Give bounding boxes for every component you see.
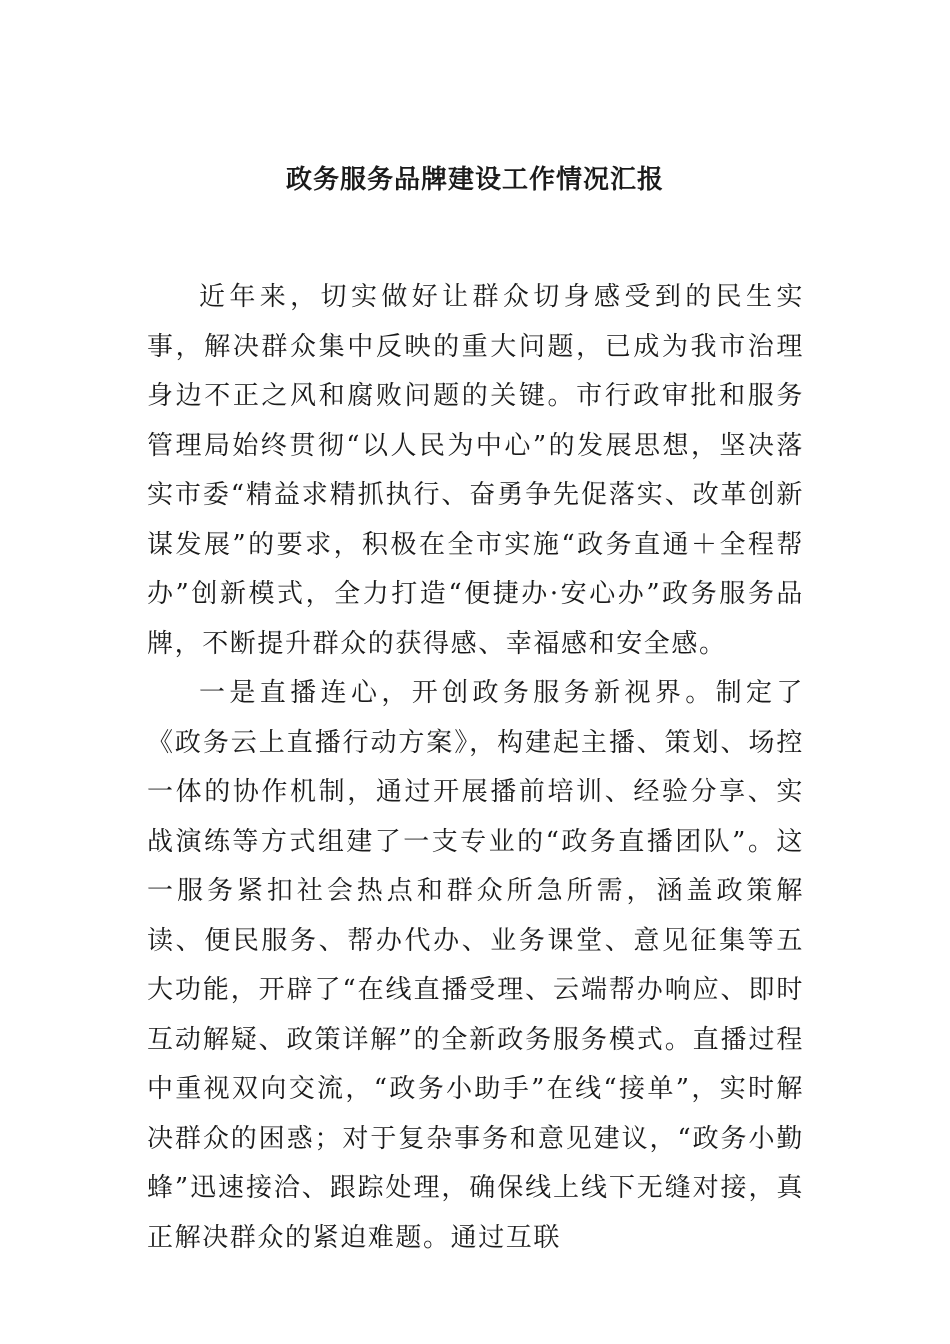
paragraph-intro: 近年来，切实做好让群众切身感受到的民生实事，解决群众集中反映的重大问题，已成为我市治理身边不正之风和腐败问题的关键。市行政审批和服务管理局始终贯彻“以人民为中心”的发展思想，坚决落实市委“精益求精抓执行、奋勇争先促落实、改革创新谋发展”的要求，积极在全市实施“政务直通＋全程帮办”创新模式，全力打造“便捷办·安心办”政务服务品牌，不断提升群众的获得感、幸福感和安全感。 — [147, 282, 804, 659]
document-title: 政务服务品牌建设工作情况汇报 — [285, 165, 664, 195]
document-body — [147, 273, 804, 1263]
paragraph-livestream: 一是直播连心，开创政务服务新视界。制定了《政务云上直播行动方案》，构建起主播、策划、场控一体的协作机制，通过开展播前培训、经验分享、实战演练等方式组建了一支专业的“政务直播团队”。这一服务紧扣社会热点和群众所急所需，涵盖政策解读、便民服务、帮办代办、业务课堂、意见征集等五大功能，开辟了“在线直播受理、云端帮办响应、即时互动解疑、政策详解”的全新政务服务模式。直播过程中重视双向交流，“政务小助手”在线“接单”，实时解决群众的困惑；对于复杂事务和意见建议，“政务小勤蜂”迅速接洽、跟踪处理，确保线上线下无缝对接，真正解决群众的紧迫难题。通过互联 — [147, 678, 804, 1253]
